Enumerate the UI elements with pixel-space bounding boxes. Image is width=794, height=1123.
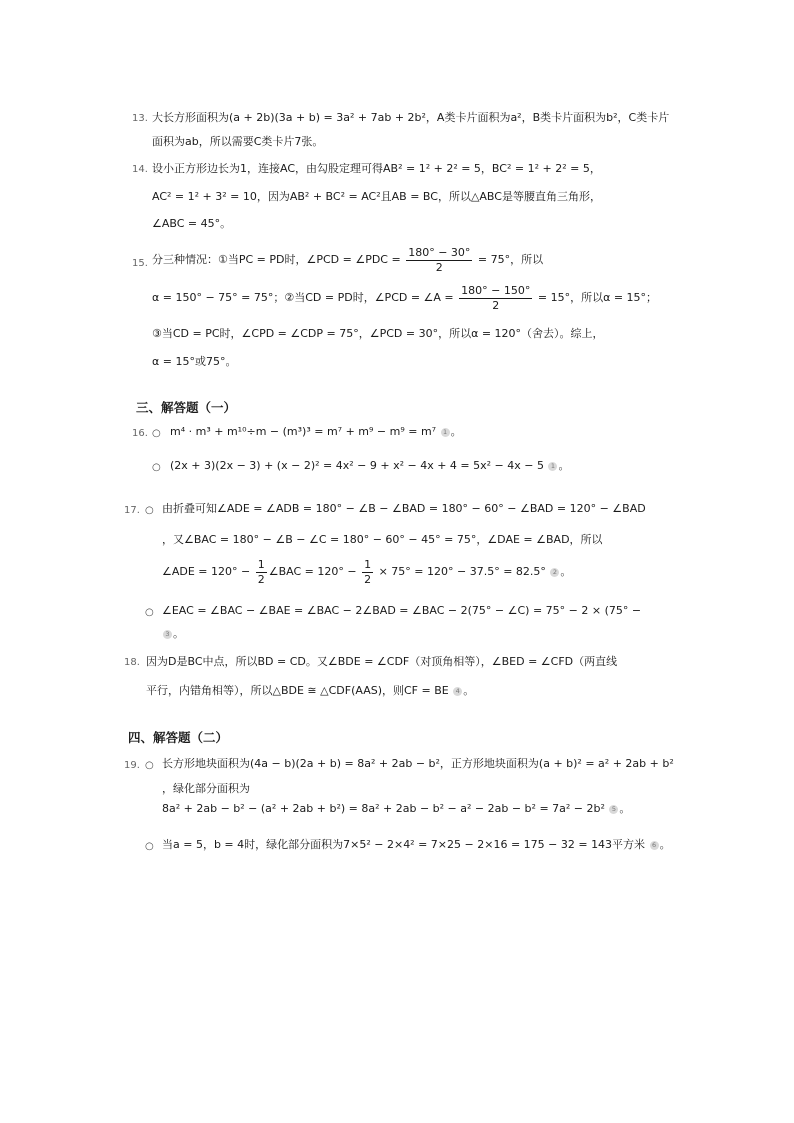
item-15-line-2: [152, 283, 657, 313]
period: 。: [463, 684, 475, 697]
q18-line-1: 因为D是BC中点，所以BD = CD。又∠BDE = ∠CDF（对顶角相等），∠BED = ∠CFD（两直线: [146, 655, 618, 668]
q18-line-2-text: 平行，内错角相等），所以△BDE ≅ △CDF(AAS)，则CF = BE: [146, 684, 449, 697]
q17-line-3: [162, 557, 571, 587]
q16-part-a: [170, 425, 462, 439]
fraction-denominator: 2: [257, 572, 265, 586]
item-15-line-2-pre: α = 150° − 75° = 75°；②当CD = PD时，∠PCD = ∠A =: [152, 291, 458, 304]
period: 。: [619, 802, 631, 815]
fraction-numerator: 1: [257, 557, 265, 571]
item-number: 15.: [132, 258, 148, 269]
q19-line-3-text: 8a² + 2ab − b² − (a² + 2ab + b²) = 8a² + 2ab − b² − a² − 2ab − b² = 7a² − 2b²: [162, 802, 605, 815]
q17-line-2: ，又∠BAC = 180° − ∠B − ∠C = 180° − 60° − 45° = 75°，∠DAE = ∠BAD，所以: [162, 533, 603, 546]
fraction-half: [362, 558, 373, 587]
bullet-icon: ○: [145, 505, 154, 516]
item-number: 14.: [132, 164, 148, 175]
q16-part-b-text: (2x + 3)(2x − 3) + (x − 2)² = 4x² − 9 + x² − 4x + 4 = 5x² − 4x − 5: [170, 459, 544, 472]
bullet-icon: ○: [145, 607, 154, 618]
citation-badge[interactable]: 5: [609, 805, 618, 814]
q19-line-1: 长方形地块面积为(4a − b)(2a + b) = 8a² + 2ab − b²，正方形地块面积为(a + b)² = a² + 2ab + b²: [162, 757, 674, 770]
q19-line-4-text: 当a = 5，b = 4时，绿化部分面积为7×5² − 2×4² = 7×25 − 2×16 = 175 − 32 = 143平方米: [162, 838, 646, 851]
item-14-line-3: ∠ABC = 45°。: [152, 217, 232, 230]
section-heading: 三、解答题（一）: [136, 400, 237, 415]
item-15-line-2-post: = 15°，所以α = 15°；: [534, 291, 658, 304]
q17-line-3-c: × 75° = 120° − 37.5° = 82.5°: [375, 565, 546, 578]
bullet-icon: ○: [152, 428, 161, 439]
q19-line-4: [162, 838, 671, 852]
fraction: [406, 246, 472, 275]
q17-line-1: 由折叠可知∠ADE = ∠ADB = 180° − ∠B − ∠BAD = 180° − 60° − ∠BAD = 120° − ∠BAD: [162, 502, 646, 515]
item-15-line-1: [152, 245, 543, 275]
fraction-denominator: 2: [492, 298, 500, 312]
question-number: 17.: [124, 505, 140, 516]
item-15-line-1-post: = 75°，所以: [474, 253, 544, 266]
q17-line-3-b: ∠BAC = 120° −: [268, 565, 361, 578]
fraction-denominator: 2: [364, 572, 372, 586]
citation-badge[interactable]: 6: [650, 841, 659, 850]
q16-part-a-text: m⁴ · m³ + m¹⁰÷m − (m³)³ = m⁷ + m⁹ − m⁹ = m⁷: [170, 425, 437, 438]
q17-line-5: [162, 627, 184, 641]
item-13-line-2: 面积为ab，所以需要C类卡片7张。: [152, 135, 324, 148]
citation-badge[interactable]: 4: [453, 687, 462, 696]
period: 。: [558, 459, 570, 472]
q19-line-2: ，绿化部分面积为: [162, 782, 250, 795]
question-number: 18.: [124, 657, 140, 668]
period: 。: [659, 838, 671, 851]
citation-badge[interactable]: 1: [441, 428, 450, 437]
section-heading: 四、解答题（二）: [128, 730, 229, 745]
fraction-numerator: 180° − 150°: [461, 283, 531, 297]
item-14-line-2: AC² = 1² + 3² = 10，因为AB² + BC² = AC²且AB = BC，所以△ABC是等腰直角三角形，: [152, 190, 601, 203]
period: 。: [560, 565, 572, 578]
fraction-half: [256, 558, 267, 587]
fraction-denominator: 2: [435, 260, 443, 274]
question-number: 16.: [132, 428, 148, 439]
item-15-line-4: α = 15°或75°。: [152, 355, 237, 368]
q18-line-2: [146, 684, 474, 698]
bullet-icon: ○: [145, 841, 154, 852]
fraction-numerator: 1: [364, 557, 372, 571]
q16-part-b: [170, 459, 569, 473]
q19-line-3: [162, 802, 630, 816]
period: 。: [173, 627, 184, 640]
fraction: [459, 284, 532, 313]
bullet-icon: ○: [145, 760, 154, 771]
item-13-line-1: 大长方形面积为(a + 2b)(3a + b) = 3a² + 7ab + 2b²，A类卡片面积为a²，B类卡片面积为b²，C类卡片: [152, 111, 670, 124]
item-14-line-1: 设小正方形边长为1，连接AC，由勾股定理可得AB² = 1² + 2² = 5，BC² = 1² + 2² = 5，: [152, 162, 601, 175]
citation-badge[interactable]: 2: [550, 568, 559, 577]
period: 。: [450, 425, 462, 438]
item-15-line-1-pre: 分三种情况：①当PC = PD时，∠PCD = ∠PDC =: [152, 253, 405, 266]
fraction-numerator: 180° − 30°: [408, 245, 471, 259]
item-number: 13.: [132, 113, 148, 124]
q17-line-4: ∠EAC = ∠BAC − ∠BAE = ∠BAC − 2∠BAD = ∠BAC − 2(75° − ∠C) = 75° − 2 × (75° −: [162, 604, 642, 617]
citation-badge[interactable]: 3: [163, 630, 172, 639]
citation-badge[interactable]: 1: [548, 462, 557, 471]
q17-line-3-a: ∠ADE = 120° −: [162, 565, 254, 578]
item-15-line-3: ③当CD = PC时，∠CPD = ∠CDP = 75°，∠PCD = 30°，所以α = 120°（舍去）。综上，: [152, 327, 604, 340]
question-number: 19.: [124, 760, 140, 771]
bullet-icon: ○: [152, 462, 161, 473]
